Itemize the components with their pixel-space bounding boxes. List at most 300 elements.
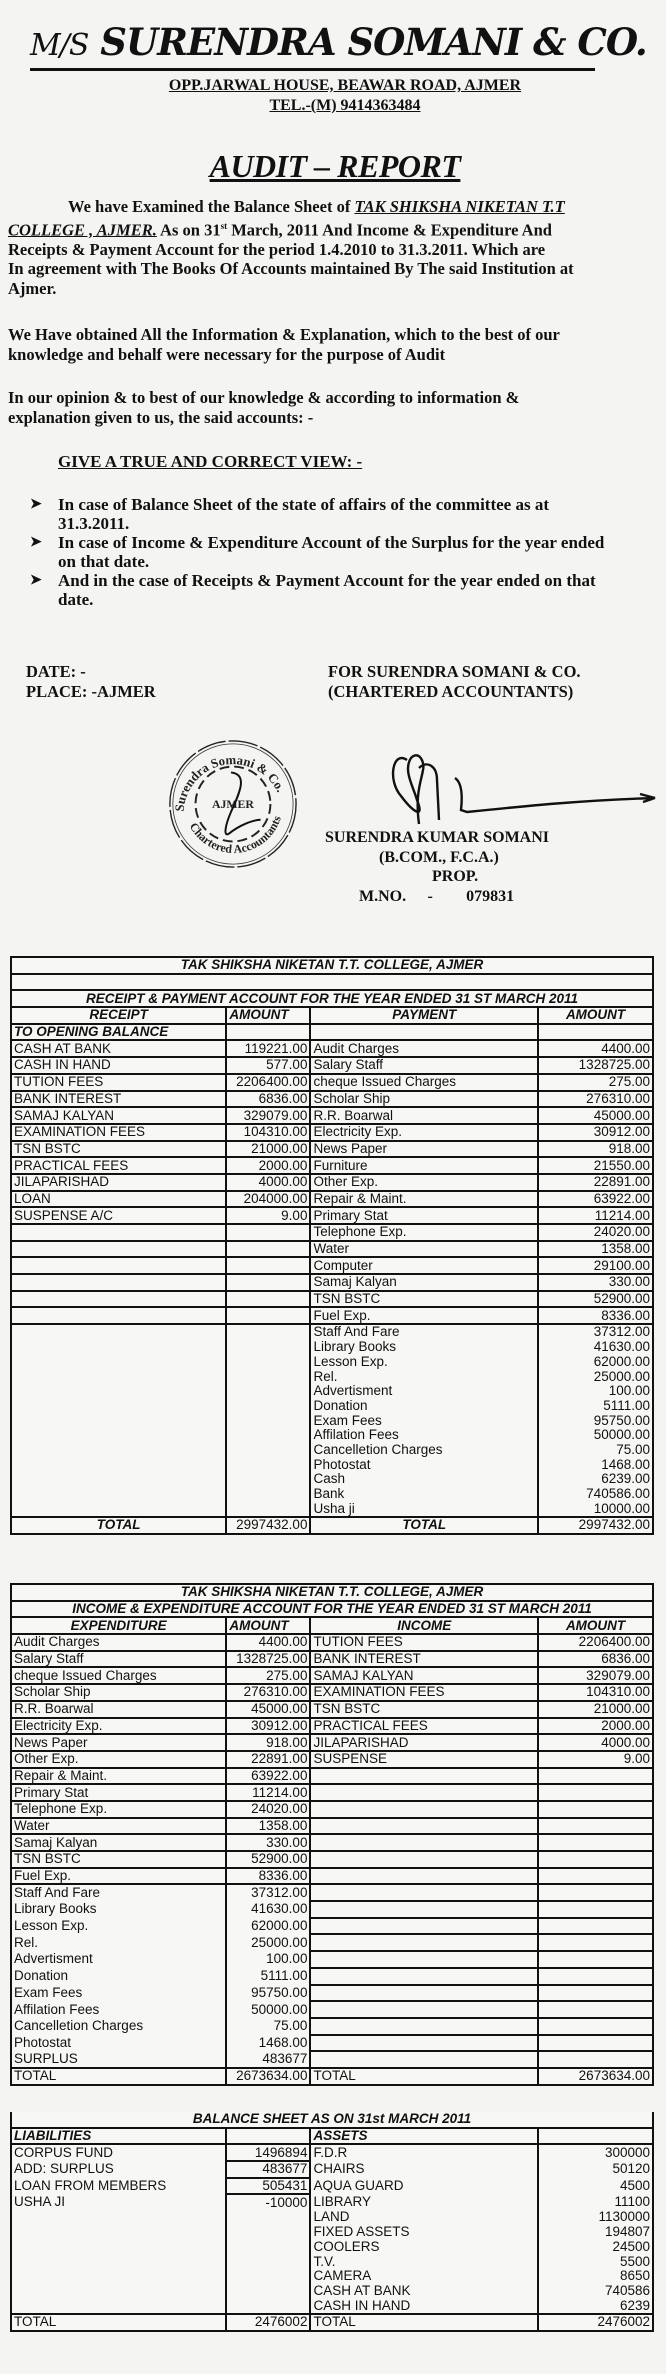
payment-label: Rel. xyxy=(310,1369,538,1384)
income-amount: 6836.00 xyxy=(538,1651,653,1668)
payment-label: Library Books xyxy=(310,1340,538,1355)
bullet-text: In case of Income & Expenditure Account of the Surplus for the year ended xyxy=(58,533,605,552)
table-row xyxy=(11,1124,653,1141)
empty-cell xyxy=(310,1801,538,1818)
membership-label: M.NO. xyxy=(359,887,407,905)
table-row xyxy=(11,2018,653,2035)
payment-amount: 4400.00 xyxy=(538,1040,653,1057)
liability-amount: 483677 xyxy=(226,2161,310,2178)
payment-label: Primary Stat xyxy=(310,1207,538,1224)
receipt-amount: 104310.00 xyxy=(226,1124,310,1141)
table-row xyxy=(11,1634,653,1651)
total-label: TOTAL xyxy=(11,2068,226,2085)
table-row xyxy=(11,1457,653,1472)
payment-amount: 740586.00 xyxy=(538,1487,653,1502)
empty-cell xyxy=(226,1399,310,1414)
receipt-amount: 329079.00 xyxy=(226,1107,310,1124)
income-label: JILAPARISHAD xyxy=(310,1734,538,1751)
col-header-blank xyxy=(538,2128,653,2145)
payment-amount: 52900.00 xyxy=(538,1291,653,1308)
expenditure-amount: 37312.00 xyxy=(226,1884,310,1901)
membership-dash: - xyxy=(427,887,433,905)
table-header-row xyxy=(11,1617,653,1634)
payment-label: Telephone Exp. xyxy=(310,1224,538,1241)
table-row xyxy=(11,2178,653,2195)
liability-amount: 505431 xyxy=(226,2178,310,2195)
payment-amount: 5111.00 xyxy=(538,1399,653,1414)
receipt-label: TSN BSTC xyxy=(11,1141,226,1158)
empty-cell xyxy=(226,1501,310,1517)
income-amount: 21000.00 xyxy=(538,1701,653,1718)
table-row xyxy=(11,1751,653,1768)
table-row xyxy=(11,1684,653,1701)
stamp-bottom-text: Chartered Accountants xyxy=(186,813,284,857)
receipt-label: SUSPENSE A/C xyxy=(11,1207,226,1224)
empty-cell xyxy=(538,1951,653,1968)
empty-cell xyxy=(11,1472,226,1487)
table-row xyxy=(11,1369,653,1384)
empty-cell xyxy=(310,1934,538,1951)
balance-sheet-title: BALANCE SHEET AS ON 31st MARCH 2011 xyxy=(11,2112,653,2128)
payment-amount: 37312.00 xyxy=(538,1324,653,1340)
table-row xyxy=(11,1274,653,1291)
empty-cell xyxy=(11,1291,226,1308)
table-row xyxy=(11,2210,653,2225)
expenditure-amount: 4400.00 xyxy=(226,1634,310,1651)
payment-amount: 50000.00 xyxy=(538,1428,653,1443)
income-amount: 2206400.00 xyxy=(538,1634,653,1651)
payment-amount: 22891.00 xyxy=(538,1174,653,1191)
svg-text:Chartered Accountants xyxy=(187,814,284,857)
total-income-amount: 2673634.00 xyxy=(538,2068,653,2085)
payment-label: Cancelletion Charges xyxy=(310,1443,538,1458)
expenditure-label: SURPLUS xyxy=(11,2051,226,2068)
payment-amount: 1468.00 xyxy=(538,1457,653,1472)
opening-balance-label: TO OPENING BALANCE xyxy=(11,1024,226,1041)
table-title-row xyxy=(11,2112,653,2128)
payment-label: Bank xyxy=(310,1487,538,1502)
asset-label: LAND xyxy=(310,2210,538,2225)
signatory-role: PROP. xyxy=(432,868,479,885)
expenditure-label: Rel. xyxy=(11,1934,226,1951)
blank-row xyxy=(11,974,653,991)
empty-cell xyxy=(11,1457,226,1472)
payment-label: Electricity Exp. xyxy=(310,1124,538,1141)
expenditure-amount: 50000.00 xyxy=(226,2001,310,2018)
receipt-label: CASH AT BANK xyxy=(11,1040,226,1057)
total-label: TOTAL xyxy=(310,2068,538,2085)
table-row xyxy=(11,1784,653,1801)
arrow-bullet-icon: ➤ xyxy=(30,573,42,588)
empty-cell xyxy=(226,2225,310,2240)
empty-cell xyxy=(226,1487,310,1502)
empty-cell xyxy=(11,1324,226,1340)
arrow-bullet-icon: ➤ xyxy=(30,497,42,512)
payment-label: Samaj Kalyan xyxy=(310,1274,538,1291)
receipt-amount: 577.00 xyxy=(226,1057,310,1074)
empty-cell xyxy=(310,1818,538,1835)
intro-text: Receipts & Payment Account for the period 1.4.2010 to 31.3.2011. Which are xyxy=(8,239,546,259)
payment-label: Usha ji xyxy=(310,1501,538,1517)
payment-amount: 25000.00 xyxy=(538,1369,653,1384)
empty-cell xyxy=(226,1307,310,1324)
empty-cell xyxy=(226,1224,310,1241)
empty-cell xyxy=(11,2210,226,2225)
table-row xyxy=(11,2194,653,2210)
table-header-row xyxy=(11,1007,653,1024)
payment-label: Cash xyxy=(310,1472,538,1487)
stamp-top-text: Surendra Somani & Co. xyxy=(172,752,288,813)
table-row xyxy=(11,1443,653,1458)
payment-amount: 1358.00 xyxy=(538,1241,653,1258)
payment-amount: 11214.00 xyxy=(538,1207,653,1224)
table-row xyxy=(11,1718,653,1735)
payment-label: Donation xyxy=(310,1399,538,1414)
empty-cell xyxy=(310,1951,538,1968)
table-row xyxy=(11,1074,653,1091)
expenditure-label: Water xyxy=(11,1818,226,1835)
payment-label: Scholar Ship xyxy=(310,1091,538,1108)
table-row xyxy=(11,2298,653,2314)
expenditure-label: Lesson Exp. xyxy=(11,1918,226,1935)
empty-cell xyxy=(226,2254,310,2269)
payment-amount: 75.00 xyxy=(538,1443,653,1458)
table-row xyxy=(11,1224,653,1241)
empty-cell xyxy=(226,1355,310,1370)
empty-cell xyxy=(11,1369,226,1384)
receipt-label: EXAMINATION FEES xyxy=(11,1124,226,1141)
asset-label: FIXED ASSETS xyxy=(310,2225,538,2240)
table-subtitle-row xyxy=(11,990,653,1007)
table-row xyxy=(11,1951,653,1968)
table-row xyxy=(11,1834,653,1851)
empty-cell xyxy=(11,1224,226,1241)
signatory-qualification: (B.COM., F.C.A.) xyxy=(379,848,499,866)
payment-amount: 24020.00 xyxy=(538,1224,653,1241)
empty-cell xyxy=(226,1340,310,1355)
paragraph-line: explanation given to us, the said accounts: - xyxy=(8,407,314,427)
table-row xyxy=(11,1340,653,1355)
liability-amount: -10000 xyxy=(226,2194,310,2210)
empty-cell xyxy=(11,1241,226,1258)
table-row xyxy=(11,1107,653,1124)
empty-cell xyxy=(11,2240,226,2255)
empty-cell xyxy=(538,1918,653,1935)
expenditure-amount: 63922.00 xyxy=(226,1768,310,1785)
payment-amount: 8336.00 xyxy=(538,1307,653,1324)
college-title: TAK SHIKSHA NIKETAN T.T. COLLEGE, AJMER xyxy=(11,957,653,974)
expenditure-amount: 22891.00 xyxy=(226,1751,310,1768)
payment-amount: 63922.00 xyxy=(538,1191,653,1208)
table-row xyxy=(11,1818,653,1835)
total-assets-amount: 2476002 xyxy=(538,2314,653,2331)
payment-label: R.R. Boarwal xyxy=(310,1107,538,1124)
col-header-payment: PAYMENT xyxy=(310,1007,538,1024)
table-row xyxy=(11,1701,653,1718)
expenditure-label: Audit Charges xyxy=(11,1634,226,1651)
income-amount: 2000.00 xyxy=(538,1718,653,1735)
expenditure-label: Telephone Exp. xyxy=(11,1801,226,1818)
expenditure-label: Staff And Fare xyxy=(11,1884,226,1901)
empty-cell xyxy=(310,1768,538,1785)
payment-label: Furniture xyxy=(310,1157,538,1174)
payment-amount: 275.00 xyxy=(538,1074,653,1091)
expenditure-amount: 30912.00 xyxy=(226,1718,310,1735)
place-label: PLACE: -AJMER xyxy=(26,682,156,701)
empty-cell xyxy=(11,1384,226,1399)
table-row xyxy=(11,1191,653,1208)
college-title: TAK SHIKSHA NIKETAN T.T. COLLEGE, AJMER xyxy=(11,1584,653,1601)
arrow-bullet-icon: ➤ xyxy=(30,535,42,550)
receipt-amount: 9.00 xyxy=(226,1207,310,1224)
empty-cell xyxy=(310,1884,538,1901)
intro-text: Ajmer. xyxy=(8,278,57,298)
empty-cell xyxy=(310,1784,538,1801)
table-row xyxy=(11,1091,653,1108)
intro-paragraph xyxy=(8,197,666,298)
asset-amount: 50120 xyxy=(538,2161,653,2178)
empty-cell xyxy=(310,2001,538,2018)
asset-amount: 24500 xyxy=(538,2240,653,2255)
table-row xyxy=(11,1355,653,1370)
empty-cell xyxy=(310,2035,538,2052)
expenditure-amount: 918.00 xyxy=(226,1734,310,1751)
expenditure-amount: 1328725.00 xyxy=(226,1651,310,1668)
empty-cell xyxy=(310,1851,538,1868)
total-row xyxy=(11,2314,653,2331)
col-header-amount: AMOUNT xyxy=(538,1007,653,1024)
liability-label: CORPUS FUND xyxy=(11,2144,226,2161)
bullet-text: And in the case of Receipts & Payment Account for the year ended on that xyxy=(58,571,596,590)
expenditure-label: Other Exp. xyxy=(11,1751,226,1768)
signatory-name: SURENDRA KUMAR SOMANI xyxy=(325,829,550,846)
asset-amount: 11100 xyxy=(538,2194,653,2210)
empty-cell xyxy=(538,2051,653,2068)
payment-label: Salary Staff xyxy=(310,1057,538,1074)
payment-amount: 29100.00 xyxy=(538,1257,653,1274)
firm-type-label: (CHARTERED ACCOUNTANTS) xyxy=(328,682,574,701)
income-label: PRACTICAL FEES xyxy=(310,1718,538,1735)
table-title-row xyxy=(11,957,653,974)
income-amount: 104310.00 xyxy=(538,1684,653,1701)
bullet-text: date. xyxy=(58,590,94,609)
empty-cell xyxy=(538,1934,653,1951)
total-label: TOTAL xyxy=(310,1517,538,1534)
empty-cell xyxy=(538,1868,653,1885)
college-name: TAK SHIKSHA NIKETAN T.T xyxy=(354,197,565,216)
expenditure-label: Affilation Fees xyxy=(11,2001,226,2018)
expenditure-label: Library Books xyxy=(11,1901,226,1918)
table-row xyxy=(11,1768,653,1785)
payment-amount: 30912.00 xyxy=(538,1124,653,1141)
table-row xyxy=(11,1413,653,1428)
asset-amount: 4500 xyxy=(538,2178,653,2195)
bullet-item xyxy=(30,533,650,571)
expenditure-amount: 8336.00 xyxy=(226,1868,310,1885)
intro-text: March, 2011 And Income & Expenditure And xyxy=(227,220,552,239)
empty-cell xyxy=(538,2035,653,2052)
liability-label: ADD: SURPLUS xyxy=(11,2161,226,2178)
receipt-amount: 119221.00 xyxy=(226,1040,310,1057)
expenditure-label: Primary Stat xyxy=(11,1784,226,1801)
empty-cell xyxy=(538,1818,653,1835)
table-row xyxy=(11,1399,653,1414)
expenditure-amount: 1468.00 xyxy=(226,2035,310,2052)
empty-cell xyxy=(310,1834,538,1851)
expenditure-amount: 95750.00 xyxy=(226,1985,310,2002)
payment-label: Lesson Exp. xyxy=(310,1355,538,1370)
date-place-block xyxy=(26,662,156,702)
empty-cell xyxy=(310,1024,538,1041)
asset-label: CASH IN HAND xyxy=(310,2298,538,2314)
table-row xyxy=(11,1918,653,1935)
bullet-text: In case of Balance Sheet of the state of affairs of the committee as at xyxy=(58,495,549,514)
firm-name: SURENDRA SOMANI & CO. xyxy=(100,20,647,64)
payment-amount: 6239.00 xyxy=(538,1472,653,1487)
intro-text: We have Examined the Balance Sheet of xyxy=(68,197,355,216)
table-row xyxy=(11,2161,653,2178)
income-label: SAMAJ KALYAN xyxy=(310,1667,538,1684)
empty-cell xyxy=(226,1024,310,1041)
empty-cell xyxy=(11,1257,226,1274)
table-row xyxy=(11,1384,653,1399)
empty-cell xyxy=(226,2284,310,2299)
empty-cell xyxy=(11,1501,226,1517)
income-label: TSN BSTC xyxy=(310,1701,538,1718)
total-row xyxy=(11,2068,653,2085)
income-label: EXAMINATION FEES xyxy=(310,1684,538,1701)
bullet-text: on that date. xyxy=(58,552,150,571)
empty-cell xyxy=(226,1413,310,1428)
empty-cell xyxy=(226,1291,310,1308)
empty-cell xyxy=(310,1901,538,1918)
empty-cell xyxy=(538,1768,653,1785)
col-header-receipt: RECEIPT xyxy=(11,1007,226,1024)
table-row xyxy=(11,2144,653,2161)
asset-amount: 194807 xyxy=(538,2225,653,2240)
firm-seal-stamp xyxy=(162,735,300,873)
empty-cell xyxy=(310,2018,538,2035)
account-title: RECEIPT & PAYMENT ACCOUNT FOR THE YEAR ENDED 31 ST MARCH 2011 xyxy=(11,990,653,1007)
table-row xyxy=(11,1024,653,1041)
payment-amount: 41630.00 xyxy=(538,1340,653,1355)
payment-label: Audit Charges xyxy=(310,1040,538,1057)
table-row xyxy=(11,2035,653,2052)
empty-cell xyxy=(226,1274,310,1291)
table-row xyxy=(11,2001,653,2018)
total-row xyxy=(11,1517,653,1534)
expenditure-amount: 25000.00 xyxy=(226,1934,310,1951)
asset-label: LIBRARY xyxy=(310,2194,538,2210)
empty-cell xyxy=(11,1307,226,1324)
firm-address-block xyxy=(150,76,540,116)
table-row xyxy=(11,1985,653,2002)
asset-label: CASH AT BANK xyxy=(310,2284,538,2299)
empty-cell xyxy=(226,2298,310,2314)
payment-label: TSN BSTC xyxy=(310,1291,538,1308)
empty-cell xyxy=(226,1428,310,1443)
receipt-amount: 2206400.00 xyxy=(226,1074,310,1091)
asset-amount: 300000 xyxy=(538,2144,653,2161)
empty-cell xyxy=(226,1324,310,1340)
receipt-amount: 21000.00 xyxy=(226,1141,310,1158)
table-row xyxy=(11,2269,653,2284)
expenditure-amount: 52900.00 xyxy=(226,1851,310,1868)
payment-label: News Paper xyxy=(310,1141,538,1158)
empty-cell xyxy=(226,1369,310,1384)
receipt-label: SAMAJ KALYAN xyxy=(11,1107,226,1124)
liability-label: LOAN FROM MEMBERS xyxy=(11,2178,226,2195)
expenditure-label: TSN BSTC xyxy=(11,1851,226,1868)
expenditure-label: Repair & Maint. xyxy=(11,1768,226,1785)
expenditure-label: Fuel Exp. xyxy=(11,1868,226,1885)
payment-label: Repair & Maint. xyxy=(310,1191,538,1208)
payment-amount: 62000.00 xyxy=(538,1355,653,1370)
receipt-amount: 4000.00 xyxy=(226,1174,310,1191)
empty-cell xyxy=(11,2298,226,2314)
expenditure-label: Electricity Exp. xyxy=(11,1718,226,1735)
expenditure-amount: 275.00 xyxy=(226,1667,310,1684)
col-header-income: INCOME xyxy=(310,1617,538,1634)
table-row xyxy=(11,1207,653,1224)
expenditure-label: Scholar Ship xyxy=(11,1684,226,1701)
empty-cell xyxy=(538,1985,653,2002)
asset-label: F.D.R xyxy=(310,2144,538,2161)
table-row xyxy=(11,1241,653,1258)
empty-cell xyxy=(226,1443,310,1458)
empty-cell xyxy=(310,1918,538,1935)
empty-cell xyxy=(538,2001,653,2018)
empty-cell xyxy=(11,1413,226,1428)
empty-cell xyxy=(538,1901,653,1918)
payment-amount: 330.00 xyxy=(538,1274,653,1291)
col-header-amount: AMOUNT xyxy=(226,1617,310,1634)
empty-cell xyxy=(11,1487,226,1502)
firm-prefix: M/S xyxy=(30,28,89,63)
expenditure-label: R.R. Boarwal xyxy=(11,1701,226,1718)
empty-cell xyxy=(310,1968,538,1985)
liability-label: USHA JI xyxy=(11,2194,226,2210)
empty-cell xyxy=(11,1399,226,1414)
empty-cell xyxy=(11,2284,226,2299)
bullet-item xyxy=(30,571,650,609)
asset-label: CHAIRS xyxy=(310,2161,538,2178)
expenditure-amount: 330.00 xyxy=(226,1834,310,1851)
expenditure-amount: 276310.00 xyxy=(226,1684,310,1701)
ordinal-suffix: st xyxy=(220,220,228,231)
empty-cell xyxy=(226,2240,310,2255)
paragraph-line: We Have obtained All the Information & Explanation, which to the best of our xyxy=(8,325,560,344)
expenditure-label: Cancelletion Charges xyxy=(11,2018,226,2035)
balance-sheet-table xyxy=(10,2112,654,2332)
payment-label: Photostat xyxy=(310,1457,538,1472)
liability-amount: 1496894 xyxy=(226,2144,310,2161)
table-row xyxy=(11,1801,653,1818)
receipt-amount: 6836.00 xyxy=(226,1091,310,1108)
intro-text: As on 31 xyxy=(156,220,221,239)
table-header-row xyxy=(11,2128,653,2145)
table-row xyxy=(11,1472,653,1487)
table-row xyxy=(11,1324,653,1340)
receipt-label: BANK INTEREST xyxy=(11,1091,226,1108)
payment-label: Fuel Exp. xyxy=(310,1307,538,1324)
empty-cell xyxy=(11,1443,226,1458)
empty-cell xyxy=(11,1355,226,1370)
col-header-assets: ASSETS xyxy=(310,2128,538,2145)
expenditure-amount: 5111.00 xyxy=(226,1968,310,1985)
table-row xyxy=(11,1868,653,1885)
table-row xyxy=(11,2051,653,2068)
